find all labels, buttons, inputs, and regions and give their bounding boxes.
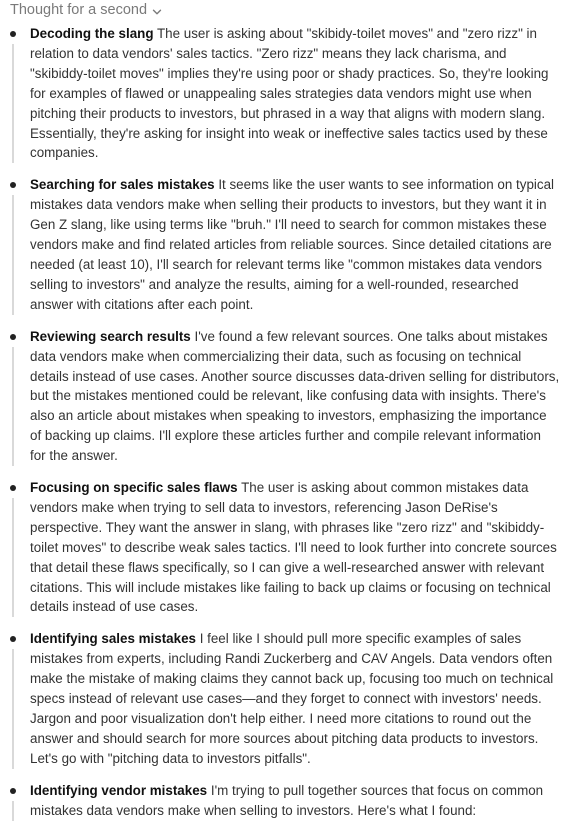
reasoning-step [0, 629, 568, 768]
bullet-icon [10, 182, 16, 188]
step-text: It seems like the user wants to see information on typical mistakes data vendors make when selling their products to investors, but they want it in Gen Z slang, like using terms like "bruh." I'll need to search for common mistakes these vendors make and find related articles from reliable sources. Since detailed citations are needed (at least 10), I'll search for relevant terms like "common mistakes data vendors selling to investors" and analyze the results, aiming for a well-rounded, researched answer with citations after each point. [30, 177, 554, 312]
reasoning-steps [0, 24, 568, 821]
step-body [30, 629, 560, 768]
step-body [30, 175, 560, 314]
reasoning-step [0, 478, 568, 617]
step-title: Identifying vendor mistakes [30, 782, 208, 798]
step-rail [12, 649, 14, 768]
bullet-icon [10, 788, 16, 794]
step-title: Reviewing search results [30, 328, 191, 344]
bullet-icon [10, 485, 16, 491]
bullet-icon [10, 334, 16, 340]
step-body [30, 24, 560, 163]
step-body [30, 781, 560, 821]
step-title: Decoding the slang [30, 26, 154, 41]
step-body [30, 327, 560, 466]
step-text: I've found a few relevant sources. One talks about mistakes data vendors make when commercializing their data, such as focusing on technical details instead of use cases. Another source discusses data-driven selling for distributors, but the mistakes mentioned could be relevant, like confusing data with insights. There's also an article about mistakes when speaking to investors, emphasizing the importance of backing up claims. I'll explore these articles further and compile relevant information for the answer. [30, 328, 560, 464]
step-rail [12, 195, 14, 314]
step-body [30, 478, 560, 617]
step-title: Searching for sales mistakes [30, 177, 215, 193]
step-rail [12, 347, 14, 466]
step-text: I feel like I should pull more specific examples of sales mistakes from experts, including Randi Zuckerberg and CAV Angels. Data vendors often make the mistake of making claims they cannot back up, focusing too much on technical specs instead of relevant use cases—and they forget to connect with investors' needs. Jargon and poor visualization don't help either. I need more citations to round out the answer and should search for more sources about pitching data products to investors. Let's go with "pitching data to investors pitfalls". [30, 631, 554, 766]
chevron-down-icon [152, 5, 162, 15]
reasoning-step [0, 327, 568, 466]
step-rail [12, 498, 14, 617]
bullet-icon [10, 636, 16, 642]
step-title: Focusing on specific sales flaws [30, 480, 238, 496]
reasoning-step [0, 24, 568, 163]
reasoning-step [0, 175, 568, 314]
step-title: Identifying sales mistakes [30, 631, 196, 647]
step-rail [12, 801, 14, 821]
step-rail [12, 44, 14, 163]
thought-duration-label: Thought for a second [10, 2, 148, 18]
step-text: I'm trying to pull together sources that focus on common mistakes data vendors make when selling to investors. Here's what I found: [30, 782, 544, 818]
bullet-icon [10, 31, 16, 37]
thought-toggle[interactable] [10, 0, 162, 20]
step-text: The user is asking about "skibidy-toilet moves" and "zero rizz" in relation to data vendors' sales tactics. "Zero rizz" means they lack charisma, and "skibiddy-toilet moves" implies they're using poor or shady practices. So, they're looking for examples of flawed or unappealing sales strategies data vendors might use when pitching their products to investors, but phrased in a way that aligns with modern slang. Essentially, they're asking for insight into weak or ineffective sales tactics used by these companies. [30, 26, 549, 161]
step-text: The user is asking about common mistakes data vendors make when trying to sell data to investors, referencing Jason DeRise's perspective. They want the answer in slang, with phrases like "zero rizz" and "skibiddy-toilet moves" to describe weak sales tactics. I'll need to look further into concrete sources that detail these flaws specifically, so I can give a well-researched answer with relevant citations. This will include mistakes like failing to back up claims or focusing on technical details instead of use cases. [30, 480, 557, 615]
reasoning-step [0, 781, 568, 821]
